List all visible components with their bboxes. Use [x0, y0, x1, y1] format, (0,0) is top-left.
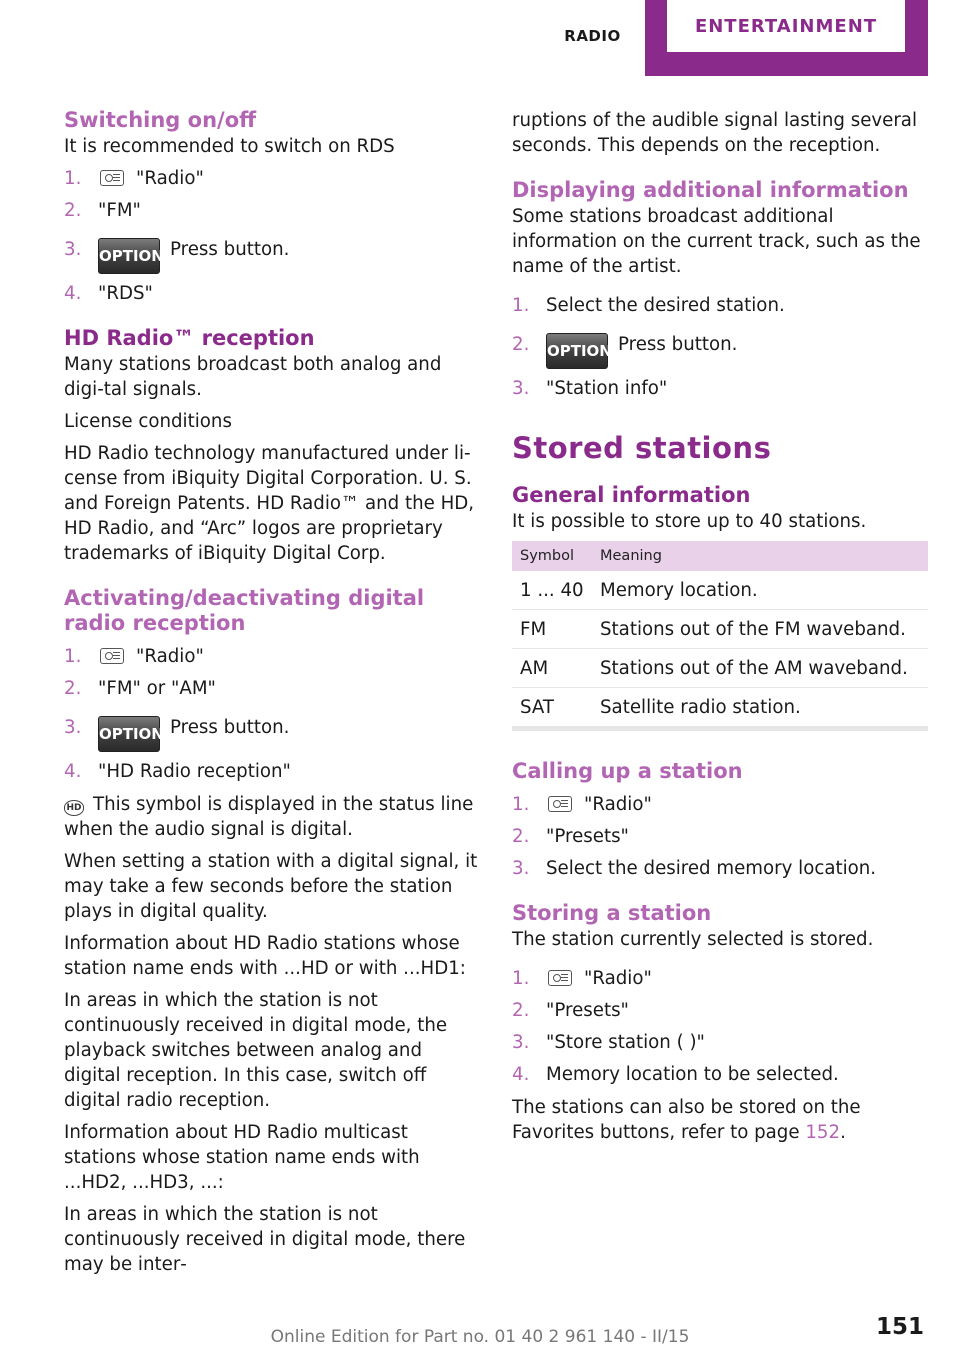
- step: [64, 715, 480, 752]
- paragraph: [512, 1095, 928, 1145]
- step: [512, 856, 928, 881]
- step: [512, 1062, 928, 1087]
- step-text: "RDS": [98, 283, 153, 304]
- step-number: 3.: [512, 1032, 530, 1053]
- step-text: Press button.: [618, 334, 738, 355]
- page-reference-link[interactable]: 152: [805, 1122, 841, 1143]
- table-cell: Stations out of the FM waveband.: [592, 610, 928, 649]
- steps-additional-info: [512, 293, 928, 401]
- paragraph: Many stations broadcast both analog and digi‐tal signals.: [64, 354, 442, 400]
- right-column: [512, 108, 928, 1152]
- radio-icon: [100, 648, 124, 664]
- radio-icon: [100, 170, 124, 186]
- table-row: [512, 571, 928, 610]
- step-number: 2.: [64, 200, 82, 221]
- step-text: "HD Radio reception": [98, 761, 291, 782]
- table-header: Symbol: [512, 541, 592, 571]
- step: [512, 1030, 928, 1055]
- step-text: "Radio": [584, 794, 652, 815]
- table-cell: SAT: [512, 688, 592, 729]
- step: [64, 166, 480, 191]
- page-number: 151: [875, 1314, 924, 1340]
- step-number: 1.: [64, 646, 82, 667]
- heading-switching: Switching on/off: [64, 108, 257, 132]
- step: [64, 237, 480, 274]
- step-text: "FM": [98, 200, 141, 221]
- step-text: "Presets": [546, 1000, 629, 1021]
- hd-radio-icon: HD: [64, 800, 84, 816]
- step-text: "FM" or "AM": [98, 678, 216, 699]
- table-row: [512, 649, 928, 688]
- section-tab-radio: RADIO: [564, 27, 621, 45]
- paragraph: [64, 792, 480, 842]
- chapter-tab-entertainment: [645, 0, 928, 76]
- step-text: Select the desired memory location.: [546, 858, 877, 879]
- option-button-icon: OPTION: [98, 716, 160, 752]
- option-button-icon: OPTION: [98, 238, 160, 274]
- step-number: 1.: [512, 968, 530, 989]
- step: [512, 966, 928, 991]
- paragraph-text: The stations can also be stored on the Favorites buttons, refer to page: [512, 1097, 861, 1143]
- heading-stored-stations: Stored stations: [512, 431, 772, 465]
- step-number: 1.: [512, 295, 530, 316]
- steps-calling-up: [512, 792, 928, 881]
- left-column: [64, 108, 480, 1284]
- step-number: 3.: [64, 717, 82, 738]
- table-cell: AM: [512, 649, 592, 688]
- steps-activating: [64, 644, 480, 784]
- step-text: "Station info": [546, 378, 668, 399]
- table-cell: FM: [512, 610, 592, 649]
- steps-switching: [64, 166, 480, 306]
- step-number: 4.: [512, 1064, 530, 1085]
- paragraph: License conditions: [64, 411, 232, 432]
- step: [512, 792, 928, 817]
- step-number: 2.: [512, 334, 530, 355]
- step-text: Press button.: [170, 239, 290, 260]
- steps-storing: [512, 966, 928, 1087]
- step: [512, 376, 928, 401]
- paragraph: Information about HD Radio multicast stations whose station name ends with ...HD2, ...HD3, ...:: [64, 1122, 420, 1193]
- step-number: 3.: [512, 858, 530, 879]
- step-number: 4.: [64, 761, 82, 782]
- table-header: Meaning: [592, 541, 928, 571]
- table-row: [512, 610, 928, 649]
- step-number: 3.: [512, 378, 530, 399]
- step: [512, 998, 928, 1023]
- step-number: 1.: [512, 794, 530, 815]
- symbol-table: [512, 541, 928, 731]
- table-header-row: [512, 541, 928, 571]
- paragraph: When setting a station with a digital signal, it may take a few seconds before the station plays in digital quality.: [64, 851, 478, 922]
- step: [64, 644, 480, 669]
- step-text: Press button.: [170, 717, 290, 738]
- table-cell: Stations out of the AM waveband.: [592, 649, 928, 688]
- step-text: "Radio": [136, 646, 204, 667]
- paragraph-text: This symbol is displayed in the status line when the audio signal is digital.: [64, 794, 474, 840]
- paragraph: It is recommended to switch on RDS: [64, 136, 395, 157]
- radio-icon: [548, 970, 572, 986]
- paragraph: In areas in which the station is not continuously received in digital mode, the playback switches between analog and digital reception. In this case, switch off digital radio reception.: [64, 990, 448, 1111]
- step: [64, 198, 480, 223]
- step-number: 2.: [512, 826, 530, 847]
- paragraph: It is possible to store up to 40 stations.: [512, 511, 867, 532]
- table-cell: Satellite radio station.: [592, 688, 928, 729]
- paragraph: In areas in which the station is not continuously received in digital mode, there may be inter‐: [64, 1204, 466, 1275]
- step-number: 2.: [64, 678, 82, 699]
- table-row: [512, 688, 928, 729]
- option-button-icon: OPTION: [546, 333, 608, 369]
- step-number: 3.: [64, 239, 82, 260]
- paragraph: ruptions of the audible signal lasting several seconds. This depends on the reception.: [512, 110, 918, 156]
- step-number: 2.: [512, 1000, 530, 1021]
- heading-calling-up: Calling up a station: [512, 759, 743, 783]
- step: [512, 332, 928, 369]
- step: [512, 293, 928, 318]
- heading-general-info: General information: [512, 483, 751, 507]
- step-text: "Store station ( )": [546, 1032, 705, 1053]
- step: [64, 676, 480, 701]
- table-cell: Memory location.: [592, 571, 928, 610]
- step: [512, 824, 928, 849]
- step-number: 4.: [64, 283, 82, 304]
- heading-storing: Storing a station: [512, 901, 712, 925]
- table-cell: 1 ... 40: [512, 571, 592, 610]
- paragraph-text: .: [840, 1122, 846, 1143]
- paragraph: Information about HD Radio stations whose station name ends with ...HD or with ...HD1:: [64, 933, 466, 979]
- heading-hd-radio: HD Radio™ reception: [64, 326, 315, 350]
- heading-additional-info: Displaying additional information: [512, 178, 909, 202]
- step: [64, 759, 480, 784]
- step-text: "Radio": [584, 968, 652, 989]
- paragraph: Some stations broadcast additional information on the current track, such as the name of the artist.: [512, 206, 921, 277]
- footer-edition: Online Edition for Part no. 01 40 2 961 140 - II/15: [270, 1327, 690, 1347]
- step-number: 1.: [64, 168, 82, 189]
- step-text: "Radio": [136, 168, 204, 189]
- paragraph: HD Radio technology manufactured under li‐cense from iBiquity Digital Corporation. U. S. and Foreign Patents. HD Radio™ and the HD, HD Radio, and “Arc” logos are proprietary trademarks of iBiquity Digital Corp.: [64, 443, 475, 564]
- step-text: "Presets": [546, 826, 629, 847]
- heading-activating-digital: Activating/deactivating digital radio reception: [64, 586, 425, 635]
- step-text: Memory location to be selected.: [546, 1064, 839, 1085]
- radio-icon: [548, 796, 572, 812]
- step-text: Select the desired station.: [546, 295, 785, 316]
- paragraph: The station currently selected is stored.: [512, 929, 874, 950]
- step: [64, 281, 480, 306]
- chapter-tab-label: ENTERTAINMENT: [667, 0, 905, 52]
